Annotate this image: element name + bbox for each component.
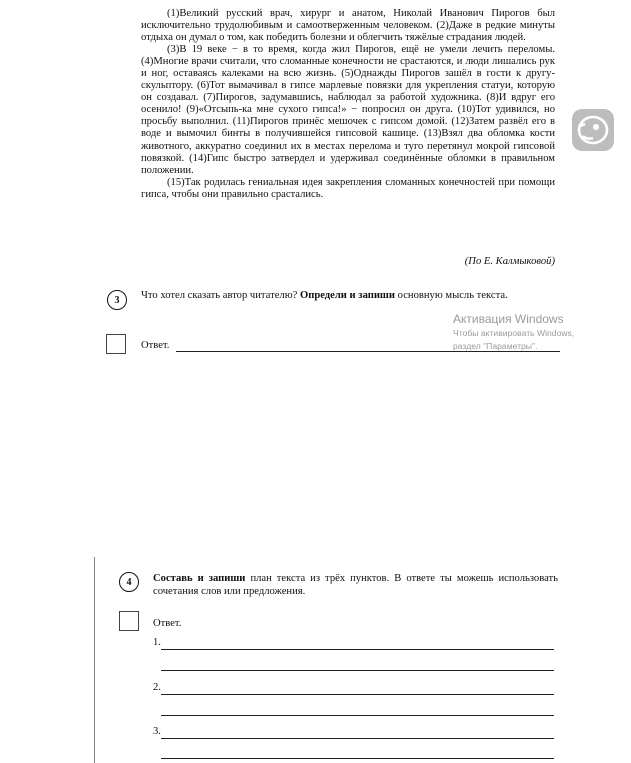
task-4-left-border <box>94 557 95 763</box>
plan-item-1-line-b[interactable] <box>161 670 554 671</box>
plan-item-1-label: 1. <box>153 637 161 648</box>
task-4-text-after: план текста из трёх пунктов. В ответе ты можешь использовать сочетания слов или предложения. <box>153 573 558 597</box>
passage-paragraph-3: (15)Так родилась гениальная идея закрепления сломанных конечностей при помощи гипса, чтобы они правильно срастались. <box>141 176 555 200</box>
task-3-score-box <box>106 334 126 354</box>
passage-paragraph-2: (3)В 19 веке − в то время, когда жил Пирогов, ещё не умели лечить переломы. (4)Многие врачи считали, что сломанные конечности не срастаются, и люди лишались рук и ног, оставаясь калеками на всю жизнь. (5)Однажды Пирогов зашёл в гости к другу-скульптору. (6)Тот вымачивал в гипсе марлевые повязки для укрепления статуи, которую он создавал. (7)Пирогов, задумавшись, наблюдал за работой художника. (8)И вдруг его осенило! (9)«Отсыпь-ка мне сухого гипса!» − попросил он друга. (10)Тот удивился, но просьбу выполнил. (11)Пирогов принёс мешочек с гипсом домой. (12)Затем развёл его в воде и вымочил бинты в получившейся гипсовой кашице. (13)Взял два обломка кости животного, аккуратно соединил их в местах перелома и туго перетянул мокрой гипсовой повязкой. (14)Гипс быстро затвердел и удерживал соединённые обломки в правильном положении. <box>141 44 555 176</box>
reading-passage <box>141 8 555 201</box>
task-4-answer-label: Ответ. <box>153 618 182 629</box>
windows-activation-line-1: Чтобы активировать Windows, <box>453 328 575 338</box>
task-3-number: 3 <box>107 290 127 310</box>
task-4-number: 4 <box>119 572 139 592</box>
plan-item-1-line-a[interactable] <box>161 649 554 650</box>
passage-paragraph-1: (1)Великий русский врач, хирург и анатом, Николай Иванович Пирогов был исключительно трудолюбивым и самоотверженным человеком. (2)Даже в редкие минуты отдыха он думал о том, как победить болезни и облегчить тяжёлые страдания людей. <box>141 8 555 44</box>
windows-activation-line-2: раздел "Параметры". <box>453 341 538 351</box>
task-3-text-after: основную мысль текста. <box>394 290 508 301</box>
task-3-answer-label: Ответ. <box>141 340 170 351</box>
task-3-answer-line[interactable] <box>176 351 560 352</box>
plan-item-2-line-b[interactable] <box>161 715 554 716</box>
task-4-score-box <box>119 611 139 631</box>
plan-item-2-label: 2. <box>153 682 161 693</box>
assistant-face-icon[interactable] <box>571 108 615 152</box>
plan-item-2-line-a[interactable] <box>161 694 554 695</box>
task-4-text-bold: Составь и запиши <box>153 573 246 584</box>
windows-activation-title: Активация Windows <box>453 312 564 326</box>
passage-source: (По Е. Калмыковой) <box>464 256 555 267</box>
task-3-prompt <box>141 289 555 302</box>
task-4-prompt <box>153 572 558 598</box>
plan-item-3-line-b[interactable] <box>161 758 554 759</box>
task-3-text-before: Что хотел сказать автор читателю? <box>141 290 300 301</box>
plan-item-3-line-a[interactable] <box>161 738 554 739</box>
task-3-text-bold: Определи и запиши <box>300 290 395 301</box>
plan-item-3-label: 3. <box>153 726 161 737</box>
